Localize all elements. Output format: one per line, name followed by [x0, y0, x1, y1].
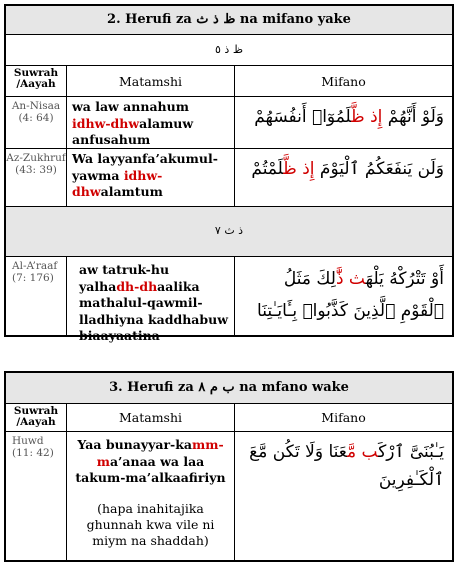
- col-header-ref: Suwrah /Aayah: [13, 67, 59, 90]
- arabic-text: لَمْتُمْ: [251, 159, 284, 179]
- arabic-highlight: ث ذَّ: [335, 269, 366, 289]
- matamshi-text: Yaa bunayyar-ka: [77, 437, 193, 452]
- matamshi-text: alamtum: [100, 184, 163, 199]
- letters-table-1: [4, 4, 454, 343]
- row-mifano: [234, 257, 452, 337]
- matamshi-text: a’anaa wa laa takum-ma’alkaafiriyn: [75, 453, 226, 485]
- table2-title: 3. Herufi za ب م ٨ na mfano wake: [109, 380, 349, 395]
- row-ref: Huwd (11: 42): [12, 435, 54, 459]
- col-header-matamshi: Matamshi: [66, 66, 234, 96]
- row-matamshi: [66, 432, 234, 560]
- group1-letters: ظ ذ ٥: [215, 43, 243, 56]
- table1-group2-row: [6, 207, 452, 257]
- matamshi-text: aalika mathalul-qawmil-lladhiyna kaddhabuw biaayaatina: [79, 278, 228, 343]
- matamshi-text: Wa layyanfa’akumul-yawma: [72, 151, 218, 183]
- arabic-text: يَـٰبُنَىَّ ٱرْكَ: [378, 442, 444, 462]
- arabic-highlight: إِذ ظَّ: [351, 107, 383, 127]
- row-matamshi: [66, 97, 234, 148]
- col-header-matamshi: Matamshi: [66, 404, 234, 431]
- table1-title-row: [6, 6, 452, 35]
- row-mifano: [234, 432, 452, 560]
- arabic-highlight: إِذ ظَّ: [283, 159, 315, 179]
- table-row: [6, 432, 452, 560]
- col-header-mifano: Mifano: [234, 404, 452, 431]
- table-row: [6, 149, 452, 207]
- arabic-text: وَلَن يَنفَعَكُمُ ٱلْيَوْمَ: [314, 159, 444, 179]
- arabic-highlight: ب مَّ: [346, 442, 379, 462]
- row-mifano: [234, 97, 452, 148]
- matamshi-text: aw tatruk-hu yalha: [79, 262, 170, 294]
- col-header-mifano: Mifano: [234, 66, 452, 96]
- row-ref: Az-Zukhruf (43: 39): [6, 152, 66, 176]
- matamshi-highlight: mm-m: [96, 437, 224, 469]
- arabic-text: ٰلِكَ مَثَلُ ٱلْقَوْمِ ٱلَّذِينَ كَذَّبُوا۟ بِـَٔايَـٰتِنَا: [257, 269, 444, 321]
- matamshi-highlight: dh-dh: [116, 278, 158, 294]
- matamshi-highlight: idhw-dhw: [72, 167, 163, 199]
- col-header-ref: Suwrah /Aayah: [13, 405, 59, 428]
- row-ref: An-Nisaa (4: 64): [11, 100, 61, 124]
- table1-title: 2. Herufi za ظ ذ ث na mifano yake: [107, 12, 351, 27]
- table2-column-header-row: [6, 404, 452, 432]
- table-row: [6, 257, 452, 343]
- letters-table-2: [4, 371, 454, 562]
- table1-group1-row: [6, 35, 452, 66]
- matamshi-text: alamuw anfusahum: [72, 115, 194, 147]
- row-matamshi: [66, 149, 234, 206]
- table2-title-row: [6, 373, 452, 404]
- arabic-text: لَمُوٓا۟ أَنفُسَهُمْ: [254, 107, 352, 127]
- arabic-text: وَلَوْ أَنَّهُمْ: [382, 107, 444, 127]
- table1-column-header-row: [6, 66, 452, 97]
- arabic-text: أَوْ تَتْرُكْهُ يَلْهَ: [365, 269, 444, 289]
- table-row: [6, 97, 452, 149]
- row-matamshi: [66, 257, 234, 343]
- row-mifano: [234, 149, 452, 206]
- matamshi-text: wa law annahum: [72, 99, 189, 114]
- arabic-text: عَنَا وَلَا تَكُن مَّعَ ٱلْكَـٰفِرِينَ: [249, 442, 444, 490]
- matamshi-highlight: idhw-dhw: [72, 115, 140, 131]
- ghunnah-note: (hapa inahitajika ghunnah kwa vile ni miym na shaddah): [86, 500, 215, 548]
- row-ref: Al-A’raaf (7: 176): [12, 260, 58, 284]
- group2-letters: ذ ث ٧: [214, 224, 244, 237]
